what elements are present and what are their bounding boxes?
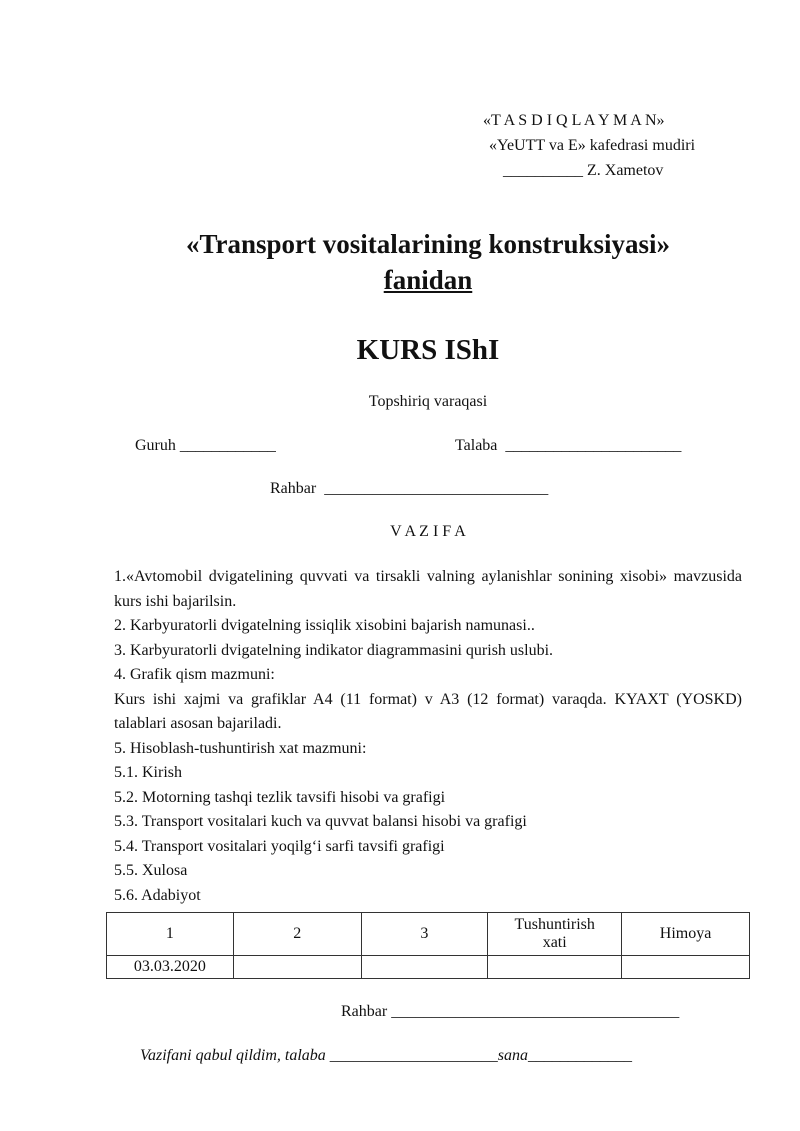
table-cell bbox=[488, 956, 622, 979]
task-item: 1.«Avtomobil dvigatelining quvvati va tirsakli valning aylanishlar sonining xisobi» mavzusida kurs ishi bajarilsin. bbox=[114, 568, 742, 610]
work-title: KURS IShI bbox=[356, 334, 500, 366]
approval-position: «YeUTT va E» kafedrasi mudiri bbox=[489, 137, 696, 154]
table-header-cell: Himoya bbox=[622, 913, 750, 956]
schedule-table bbox=[106, 912, 750, 979]
table-cell: 03.03.2020 bbox=[107, 956, 234, 979]
task-item: 4. Grafik qism mazmuni: bbox=[114, 666, 275, 683]
task-item: Kurs ishi xajmi va grafiklar A4 (11 format) v A3 (12 format) varaqda. KYAXT (YOSKD) talablari asosan bajariladi. bbox=[114, 690, 742, 732]
task-item: 5.6. Adabiyot bbox=[114, 886, 201, 904]
table-cell bbox=[233, 956, 361, 979]
table-header-cell: 2 bbox=[233, 913, 361, 956]
table-header-cell: 1 bbox=[107, 913, 234, 956]
task-heading: V A Z I F A bbox=[390, 523, 466, 540]
table-header-cell: 3 bbox=[361, 913, 488, 956]
student-field: Talaba ______________________ bbox=[455, 437, 682, 454]
subject-suffix: fanidan bbox=[383, 265, 473, 295]
table-cell bbox=[622, 956, 750, 979]
subtitle: Topshiriq varaqasi bbox=[368, 393, 488, 410]
table-header-row bbox=[107, 913, 750, 956]
task-item: 5. Hisoblash-tushuntirish xat mazmuni: bbox=[114, 739, 367, 757]
table-header-cell: Tushuntirish xati bbox=[488, 913, 622, 956]
subject-name: «Transport vositalarining konstruksiyasi» bbox=[185, 229, 671, 259]
supervisor-signature-line: Rahbar ____________________________________ bbox=[341, 1003, 680, 1020]
approval-title: «T A S D I Q L A Y M A N» bbox=[483, 112, 665, 129]
table-row bbox=[107, 956, 750, 979]
subject-title bbox=[0, 226, 800, 298]
supervisor-field: Rahbar ____________________________ bbox=[270, 480, 549, 497]
task-list bbox=[114, 565, 742, 908]
task-item: 5.3. Transport vositalari kuch va quvvat balansi hisobi va grafigi bbox=[114, 813, 527, 830]
task-item: 5.5. Xulosa bbox=[114, 862, 188, 879]
task-item: 3. Karbyuratorli dvigatelning indikator diagrammasini qurish uslubi. bbox=[114, 641, 554, 659]
task-item: 2. Karbyuratorli dvigatelning issiqlik xisobini bajarish namunasi.. bbox=[114, 617, 535, 634]
task-item: 5.4. Transport vositalari yoqilg‘i sarfi tavsifi grafigi bbox=[114, 837, 445, 855]
task-item: 5.2. Motorning tashqi tezlik tavsifi hisobi va grafigi bbox=[114, 788, 446, 806]
group-field: Guruh ____________ bbox=[135, 437, 276, 454]
table-cell bbox=[361, 956, 488, 979]
task-item: 5.1. Kirish bbox=[114, 764, 182, 781]
acceptance-line: Vazifani qabul qildim, talaba _____________________sana_____________ bbox=[140, 1047, 633, 1064]
approval-signature: __________ Z. Xametov bbox=[503, 162, 664, 179]
